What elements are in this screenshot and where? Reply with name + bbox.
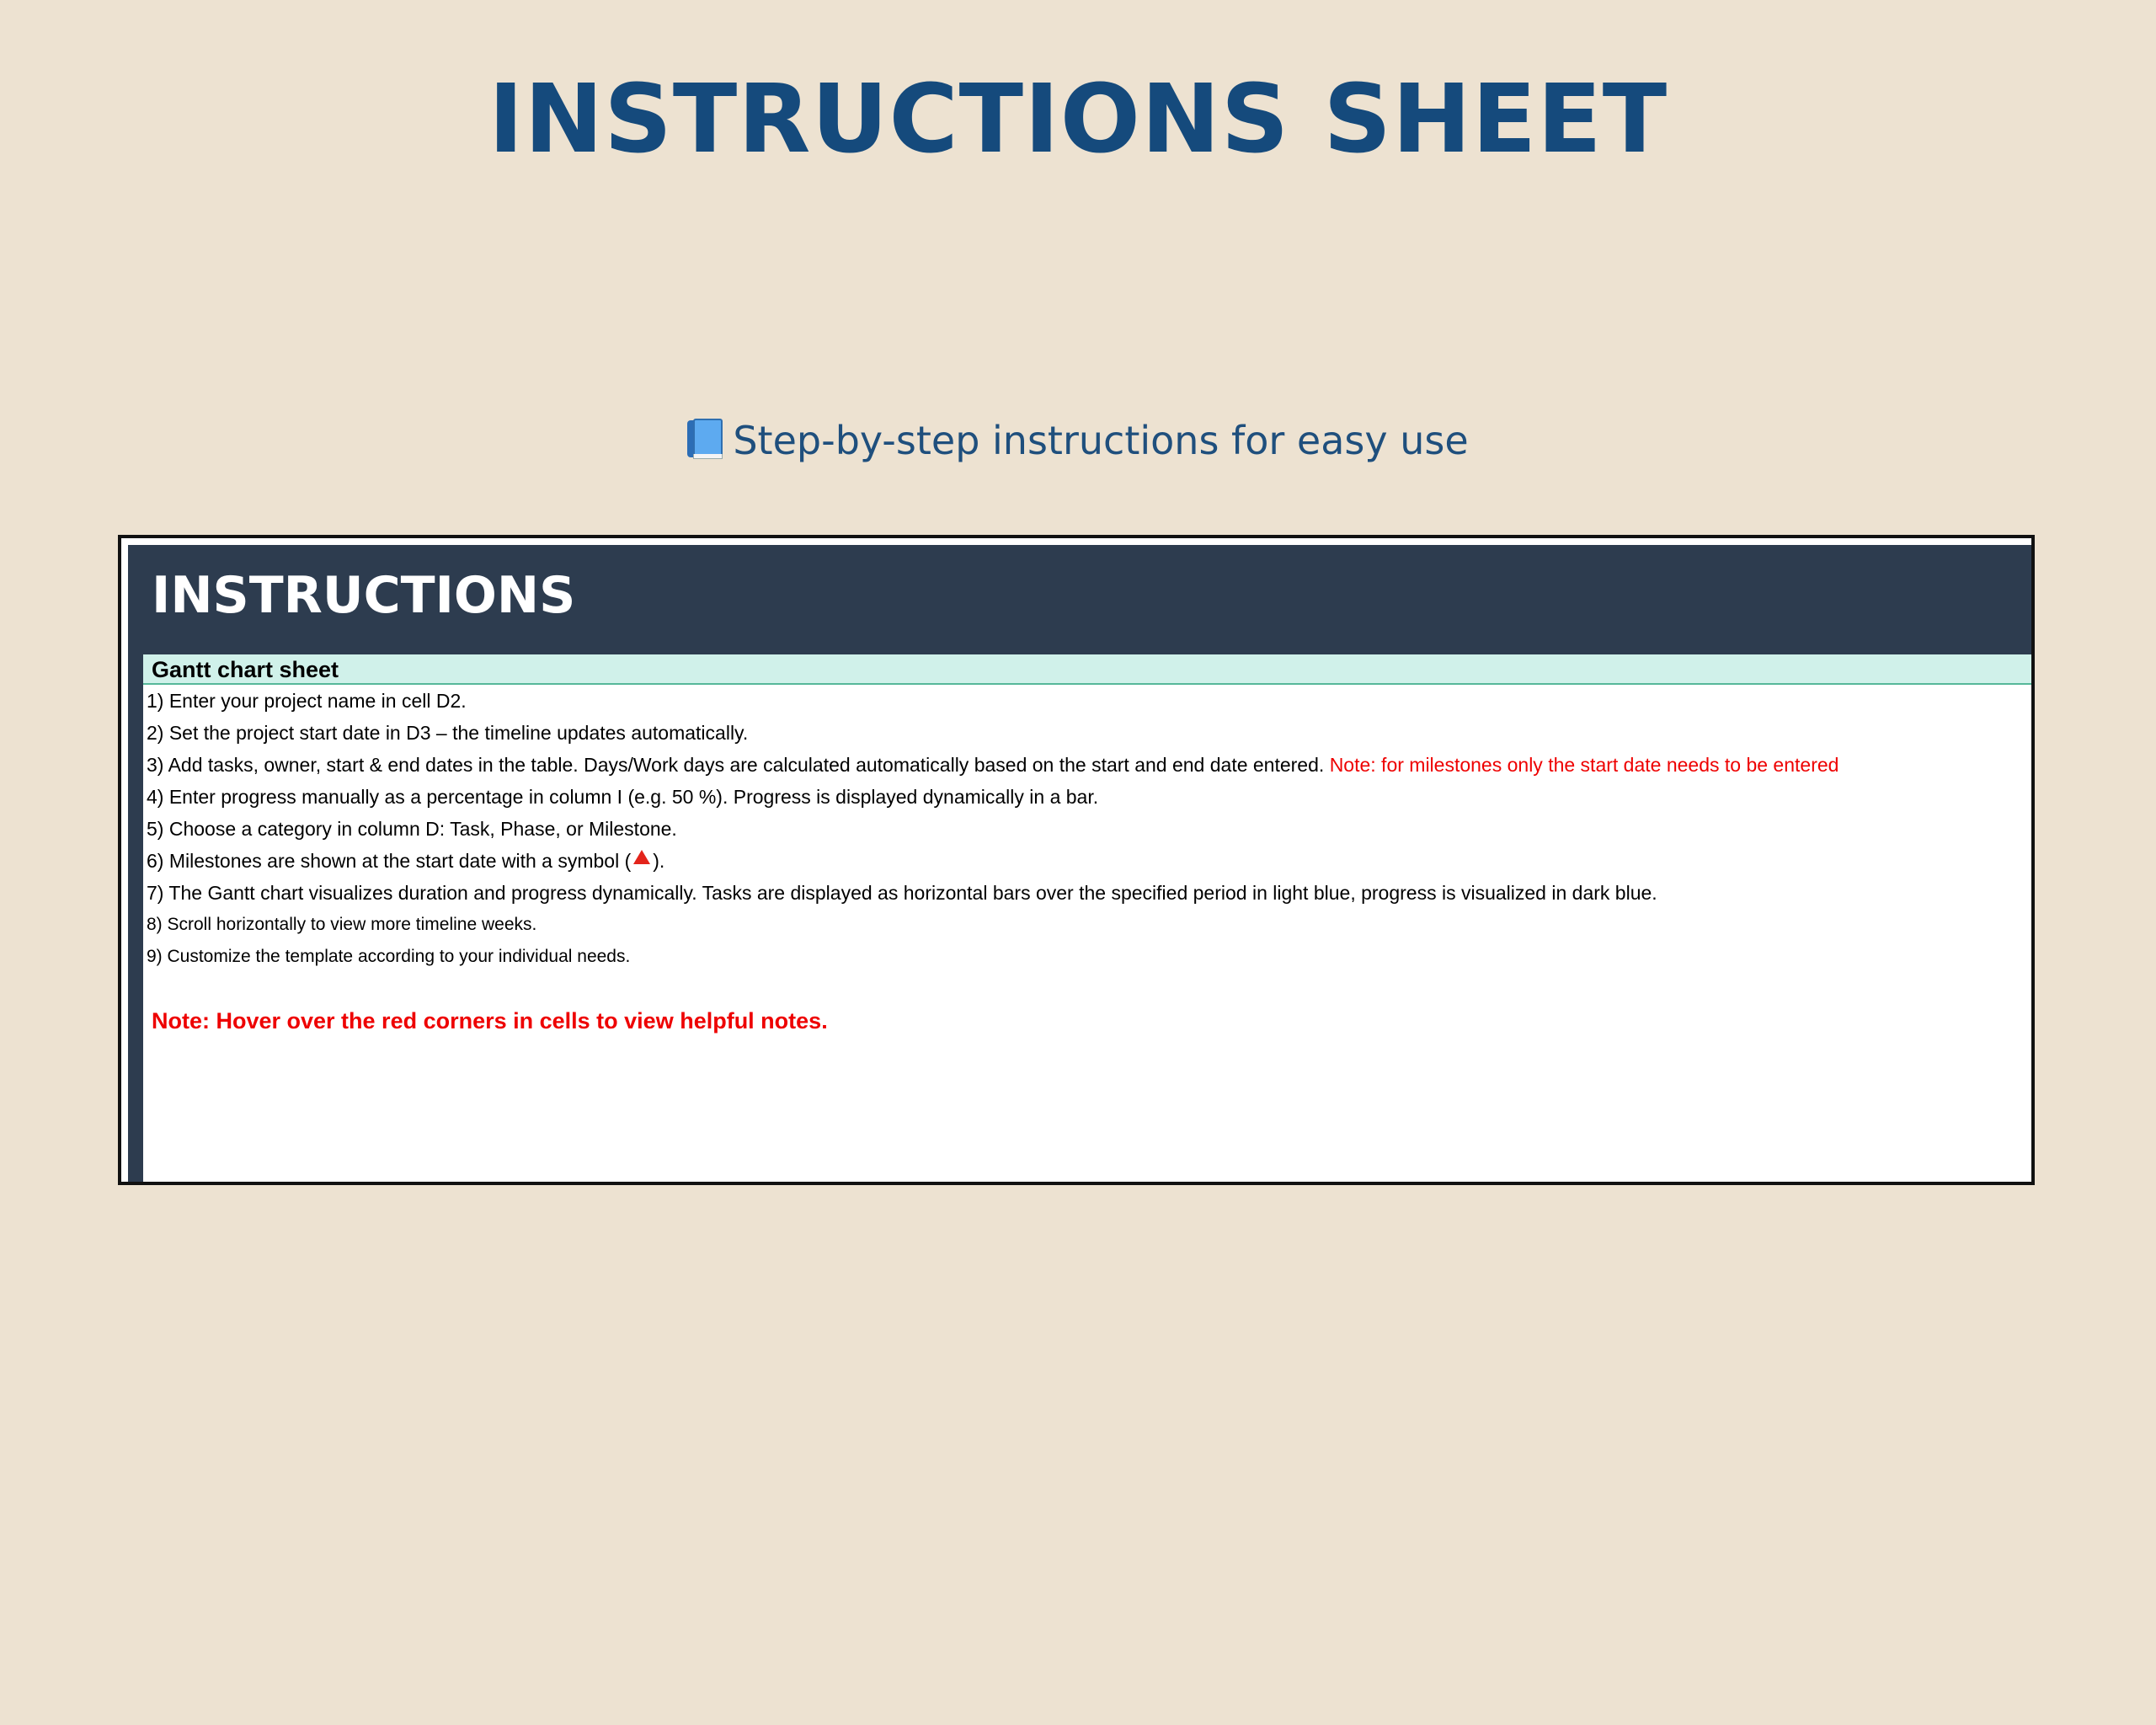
step-text: 2) Set the project start date in D3 – the timeline updates automatically. xyxy=(147,722,749,744)
sheet-left-bar xyxy=(128,545,143,1182)
step-text-end: ). xyxy=(653,850,665,872)
step-3 xyxy=(147,749,2023,781)
step-text: 3) Add tasks, owner, start & end dates in the table. Days/Work days are calculated automatically based on the start and end date entered. xyxy=(147,754,1330,776)
section-band xyxy=(143,654,2031,685)
milestone-note: Note: for milestones only the start date needs to be entered xyxy=(1329,754,1839,776)
page-subtitle-text: Step-by-step instructions for easy use xyxy=(733,418,1469,463)
instructions-sheet xyxy=(118,535,2035,1185)
sheet-header-title: INSTRUCTIONS xyxy=(152,566,576,625)
step-text: 1) Enter your project name in cell D2. xyxy=(147,690,467,712)
milestone-triangle-icon xyxy=(633,850,650,864)
step-text: 4) Enter progress manually as a percentage in column I (e.g. 50 %). Progress is displayed dynamically in a bar. xyxy=(147,786,1099,808)
step-text: 7) The Gantt chart visualizes duration and progress dynamically. Tasks are displayed as horizontal bars over the specified period in light blue, progress is visualized in dark blue. xyxy=(147,882,1657,904)
step-8 xyxy=(147,909,2023,941)
step-text: 6) Milestones are shown at the start date with a symbol ( xyxy=(147,850,632,872)
step-text: 8) Scroll horizontally to view more timeline weeks. xyxy=(147,915,537,934)
step-5 xyxy=(147,813,2023,845)
hover-note: Note: Hover over the red corners in cells to view helpful notes. xyxy=(152,1008,828,1033)
page-subtitle xyxy=(0,411,2156,470)
section-title: Gantt chart sheet xyxy=(152,657,339,682)
step-1 xyxy=(147,685,2023,717)
instruction-steps xyxy=(147,685,2023,973)
step-9 xyxy=(147,941,2023,973)
step-4 xyxy=(147,781,2023,813)
book-icon xyxy=(687,419,721,459)
step-text: 5) Choose a category in column D: Task, Phase, or Milestone. xyxy=(147,818,677,840)
step-2 xyxy=(147,717,2023,749)
page-title: INSTRUCTIONS SHEET xyxy=(488,65,1668,174)
step-7 xyxy=(147,877,2023,909)
step-6 xyxy=(147,845,2023,877)
step-text: 9) Customize the template according to your individual needs. xyxy=(147,947,631,966)
